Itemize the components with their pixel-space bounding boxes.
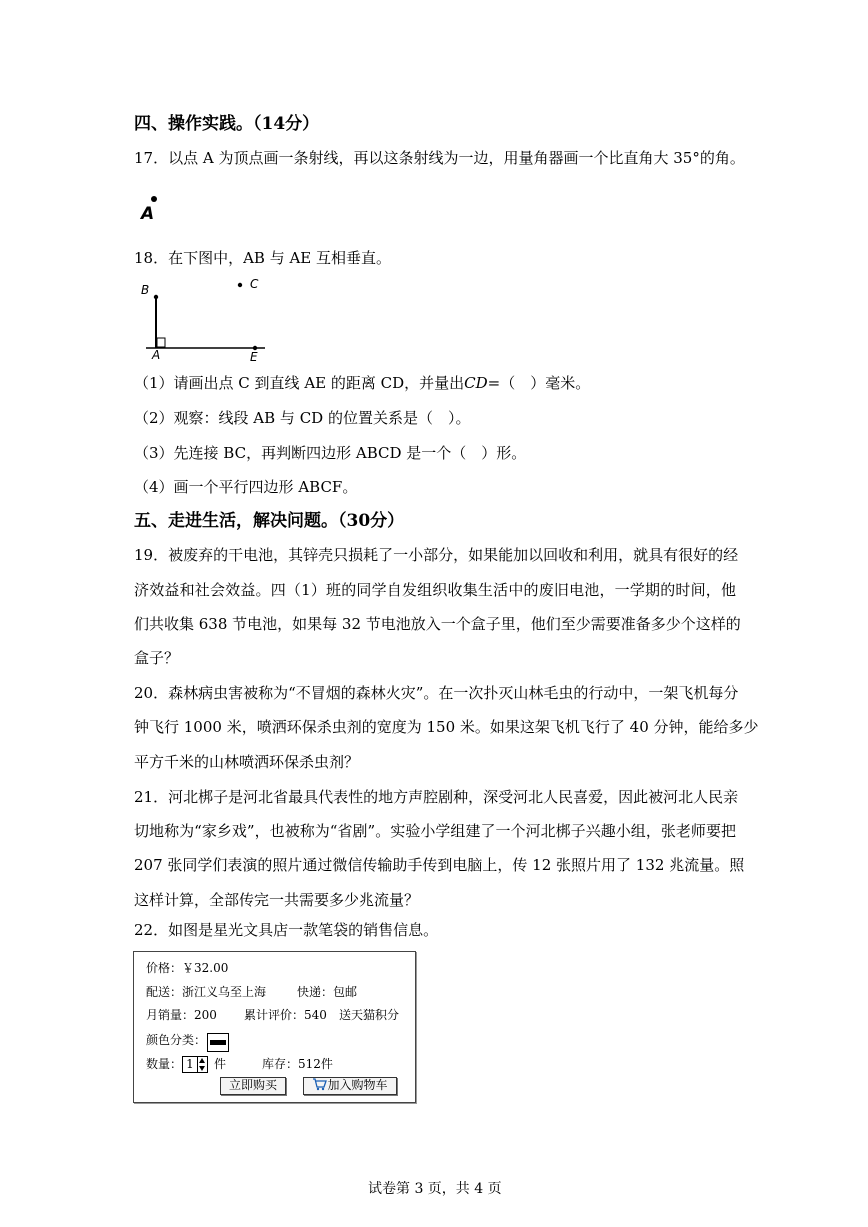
points-text: 送天猫积分 <box>339 1008 400 1022</box>
price-text: 价格：￥32.00 <box>146 961 229 975</box>
question-22: 22．如图是星光文具店一款笔袋的销售信息。 <box>134 921 439 939</box>
question-19-line-3: 们共收集 638 节电池，如果每 32 节电池放入一个盒子里，他们至少需要准备多少个这样的 <box>134 615 741 633</box>
question-21-line-3: 207 张同学们表演的照片通过微信传输助手传到电脑上，传 12 张照片用了 132 兆流量。照 <box>134 856 745 874</box>
add-to-cart-button[interactable] <box>303 1077 397 1095</box>
question-18-part-2: （2）观察：线段 AB 与 CD 的位置关系是（ ）。 <box>134 409 471 427</box>
question-18-part-4: （4）画一个平行四边形 ABCF。 <box>134 478 358 496</box>
cart-icon <box>312 1078 327 1091</box>
add-to-cart-label: 加入购物车 <box>327 1078 388 1092</box>
question-18-part-1: （1）请画出点 C 到直线 AE 的距离 CD，并量出CD=（ ）毫米。 <box>134 374 591 392</box>
label-c: C <box>250 277 259 291</box>
monthly-sales-text: 月销量：200 <box>146 1008 217 1022</box>
question-20-line-1: 20．森林病虫害被称为“不冒烟的森林火灾”。在一次扑灭山林毛虫的行动中，一架飞机每分 <box>134 684 739 702</box>
label-b: B <box>141 283 150 297</box>
question-21-line-2: 切地称为“家乡戏”，也被称为“省剧”。实验小学组建了一个河北梆子兴趣小组，张老师要把 <box>134 822 736 840</box>
question-21-line-4: 这样计算，全部传完一共需要多少兆流量？ <box>134 891 420 909</box>
question-18: 18．在下图中，AB 与 AE 互相垂直。 <box>134 249 392 267</box>
point-a-dot <box>151 196 157 202</box>
express-text: 快递：包邮 <box>297 985 358 999</box>
product-info-box <box>133 951 416 1103</box>
question-21-line-1: 21．河北梆子是河北省最具代表性的地方声腔剧种，深受河北人民喜爱，因此被河北人民亲 <box>134 788 739 806</box>
label-a: A <box>152 348 161 362</box>
question-17: 17．以点 A 为顶点画一条射线，再以这条射线为一边，用量角器画一个比直角大 35°的角。 <box>134 149 745 167</box>
perpendicular-figure <box>130 270 270 370</box>
color-swatch[interactable] <box>207 1033 229 1052</box>
color-label: 颜色分类： <box>146 1033 207 1047</box>
label-e: E <box>250 350 258 364</box>
question-18-part-3: （3）先连接 BC，再判断四边形 ABCD 是一个（ ）形。 <box>134 444 527 462</box>
point-a-label: A <box>141 204 155 224</box>
section-4-title: 四、操作实践。（14分） <box>134 114 320 134</box>
quantity-input[interactable]: 1 <box>182 1056 198 1073</box>
shipping-text: 配送：浙江义乌至上海 <box>146 985 267 999</box>
quantity-unit: 件 <box>214 1057 227 1071</box>
question-19-line-4: 盒子？ <box>134 649 180 667</box>
question-20-line-3: 平方千米的山林喷洒环保杀虫剂？ <box>134 753 360 771</box>
buy-now-button[interactable]: 立即购买 <box>220 1077 286 1095</box>
question-19-line-1: 19．被废弃的干电池，其锌壳只损耗了一小部分，如果能加以回收和利用，就具有很好的经 <box>134 546 739 564</box>
page-footer: 试卷第 3 页，共 4 页 <box>368 1181 502 1197</box>
section-5-title: 五、走进生活，解决问题。（30分） <box>134 511 405 531</box>
question-19-line-2: 济效益和社会效益。四（1）班的同学自发组织收集生活中的废旧电池，一学期的时间，他 <box>134 581 736 599</box>
reviews-text: 累计评价：540 <box>244 1008 327 1022</box>
quantity-label: 数量： <box>146 1057 183 1071</box>
question-20-line-2: 钟飞行 1000 米，喷洒环保杀虫剂的宽度为 150 米。如果这架飞机飞行了 40 分钟，能给多少 <box>134 718 759 736</box>
quantity-stepper-icon[interactable] <box>197 1056 208 1073</box>
stock-text: 库存：512件 <box>262 1057 333 1071</box>
